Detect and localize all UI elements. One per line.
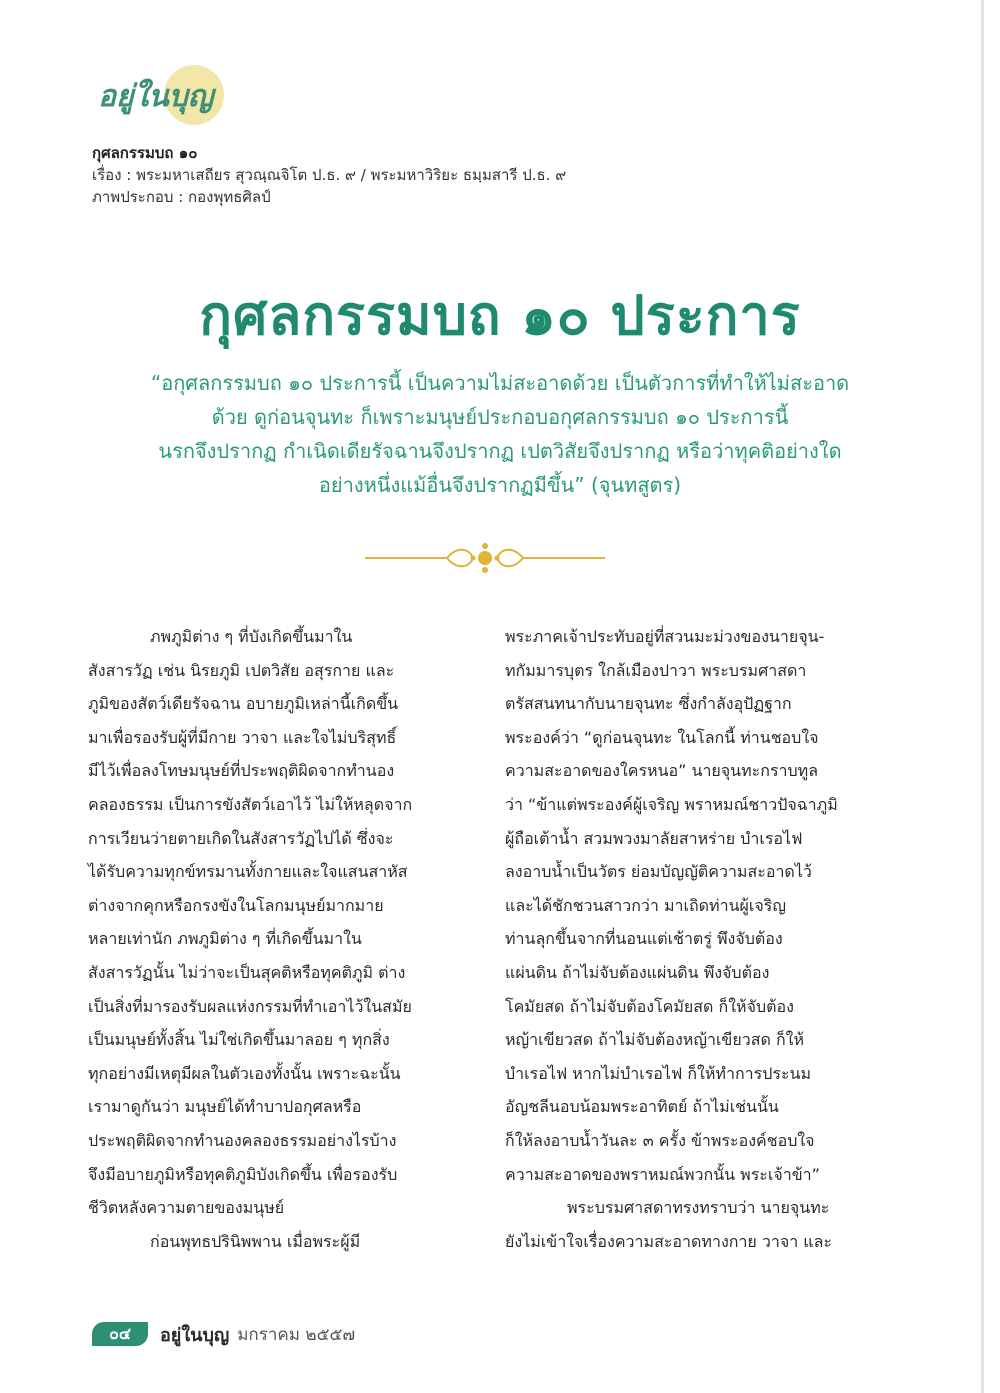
left-column	[88, 620, 468, 1258]
body-line: สังสารวัฏ เช่น นิรยภูมิ เปตวิสัย อสุรกาย และ	[88, 660, 395, 680]
body-line: จึงมีอบายภูมิหรือทุคติภูมิบังเกิดขึ้น เพื่อรองรับ	[88, 1164, 398, 1184]
body-line: แผ่นดิน ถ้าไม่จับต้องแผ่นดิน พึงจับต้อง	[505, 962, 770, 982]
opening-quote	[90, 366, 910, 502]
body-line: มีไว้เพื่อลงโทษมนุษย์ที่ประพฤติผิดจากทำนอง	[88, 761, 395, 781]
body-line: ความสะอาดของพราหมณ์พวกนั้น พระเจ้าข้า”	[505, 1164, 820, 1184]
body-line: ภูมิของสัตว์เดียรัจฉาน อบายภูมิเหล่านี้เกิดขึ้น	[88, 694, 399, 714]
magazine-name: อยู่ในบุญ	[160, 1324, 230, 1346]
page-number-badge: ๐๔	[92, 1322, 148, 1346]
body-line: ภพภูมิต่าง ๆ ที่บังเกิดขึ้นมาใน	[150, 627, 353, 646]
body-line: ทุกอย่างมีเหตุมีผลในตัวเองทั้งนั้น เพราะฉะนั้น	[88, 1063, 401, 1083]
body-line: ก็ให้ลงอาบน้ำวันละ ๓ ครั้ง ข้าพระองค์ชอบใจ	[505, 1130, 815, 1150]
issue-date: มกราคม ๒๕๕๗	[237, 1324, 356, 1345]
right-column	[505, 620, 885, 1258]
body-line: หญ้าเขียวสด ถ้าไม่จับต้องหญ้าเขียวสด ก็ให้	[505, 1030, 804, 1050]
body-line: ผู้ถือเต้าน้ำ สวมพวงมาลัยสาหร่าย บำเรอไฟ	[505, 828, 803, 848]
body-line: เป็นมนุษย์ทั้งสิ้น ไม่ใช่เกิดขึ้นมาลอย ๆ ทุกสิ่ง	[88, 1030, 390, 1050]
body-line: ยังไม่เข้าใจเรื่องความสะอาดทางกาย วาจา และ	[505, 1231, 833, 1251]
page-edge-divider	[981, 0, 984, 1393]
body-line: เรามาดูกันว่า มนุษย์ได้ทำบาปอกุศลหรือ	[88, 1097, 362, 1117]
logo-text: อยู่ในบุญ	[98, 79, 214, 114]
quote-line: นรกจึงปรากฏ กำเนิดเดียรัจฉานจึงปรากฏ เปตวิสัยจึงปรากฏ หรือว่าทุคติอย่างใด	[158, 439, 842, 463]
body-line: ชีวิตหลังความตายของมนุษย์	[88, 1198, 285, 1218]
body-line: อัญชลีนอบน้อมพระอาทิตย์ ถ้าไม่เช่นนั้น	[505, 1097, 779, 1117]
body-line: คลองธรรม เป็นการขังสัตว์เอาไว้ ไม่ให้หลุดจาก	[88, 794, 413, 814]
body-line: พระบรมศาสดาทรงทราบว่า นายจุนทะ	[567, 1198, 830, 1218]
body-line: ได้รับความทุกข์ทรมานทั้งกายและใจแสนสาหัส	[88, 862, 408, 882]
magazine-logo	[92, 62, 232, 128]
body-line: โคมัยสด ถ้าไม่จับต้องโคมัยสด ก็ให้จับต้อง	[505, 996, 794, 1016]
article-meta	[92, 142, 792, 208]
body-line: ว่า “ข้าแต่พระองค์ผู้เจริญ พราหมณ์ชาวปัจฉาภูมิ	[505, 794, 838, 814]
body-line: ประพฤติผิดจากทำนองคลองธรรมอย่างไรบ้าง	[88, 1130, 397, 1150]
author-credit: เรื่อง : พระมหาเสถียร สุวณฺณจิโต ป.ธ. ๙ / พระมหาวิริยะ ธมฺมสารี ป.ธ. ๙	[92, 166, 567, 184]
body-line: สังสารวัฏนั้น ไม่ว่าจะเป็นสุคติหรือทุคติภูมิ ต่าง	[88, 962, 406, 982]
body-line: หลายเท่านัก ภพภูมิต่าง ๆ ที่เกิดขึ้นมาใน	[88, 929, 362, 949]
body-line: ตรัสสนทนากับนายจุนทะ ซึ่งกำลังอุปัฏฐาก	[505, 694, 792, 714]
page-footer	[92, 1320, 355, 1348]
quote-line: ด้วย ดูก่อนจุนทะ ก็เพราะมนุษย์ประกอบอกุศลกรรมบถ ๑๐ ประการนี้	[211, 405, 789, 429]
body-line: ลงอาบน้ำเป็นวัตร ย่อมบัญญัติความสะอาดไว้	[505, 862, 812, 882]
body-line: มาเพื่อรองรับผู้ที่มีกาย วาจา และใจไม่บริสุทธิ์	[88, 727, 397, 747]
quote-line: “อกุศลกรรมบถ ๑๐ ประการนี้ เป็นความไม่สะอาดด้วย เป็นตัวการที่ทำให้ไม่สะอาด	[150, 371, 850, 395]
body-line: ก่อนพุทธปรินิพพาน เมื่อพระผู้มี	[150, 1231, 361, 1251]
body-line: และได้ชักชวนสาวกว่า มาเถิดท่านผู้เจริญ	[505, 895, 786, 915]
body-line: บำเรอไฟ หากไม่บำเรอไฟ ก็ให้ทำการประนม	[505, 1063, 812, 1083]
body-line: ความสะอาดของใครหนอ” นายจุนทะกราบทูล	[505, 761, 819, 781]
ornament-divider	[365, 540, 605, 576]
body-line: พระภาคเจ้าประทับอยู่ที่สวนมะม่วงของนายจุน-	[505, 627, 825, 646]
illustrator-credit: ภาพประกอบ : กองพุทธศิลป์	[92, 188, 271, 206]
quote-line: อย่างหนึ่งแม้อื่นจึงปรากฏมีขึ้น” (จุนทสูตร)	[318, 473, 682, 497]
body-line: ทกัมมารบุตร ใกล้เมืองปาวา พระบรมศาสดา	[505, 660, 807, 680]
body-line: ท่านลุกขึ้นจากที่นอนแต่เช้าตรู่ พึงจับต้อง	[505, 929, 783, 949]
body-line: การเวียนว่ายตายเกิดในสังสารวัฏไปได้ ซึ่งจะ	[88, 828, 394, 848]
section-title: กุศลกรรมบถ ๑๐	[92, 144, 198, 162]
article-title: กุศลกรรมบถ ๑๐ ประการ	[199, 284, 801, 347]
body-line: พระองค์ว่า “ดูก่อนจุนทะ ในโลกนี้ ท่านชอบใจ	[505, 727, 819, 747]
body-line: เป็นสิ่งที่มารองรับผลแห่งกรรมที่ทำเอาไว้ในสมัย	[88, 996, 412, 1016]
body-line: ต่างจากคุกหรือกรงขังในโลกมนุษย์มากมาย	[88, 895, 384, 915]
